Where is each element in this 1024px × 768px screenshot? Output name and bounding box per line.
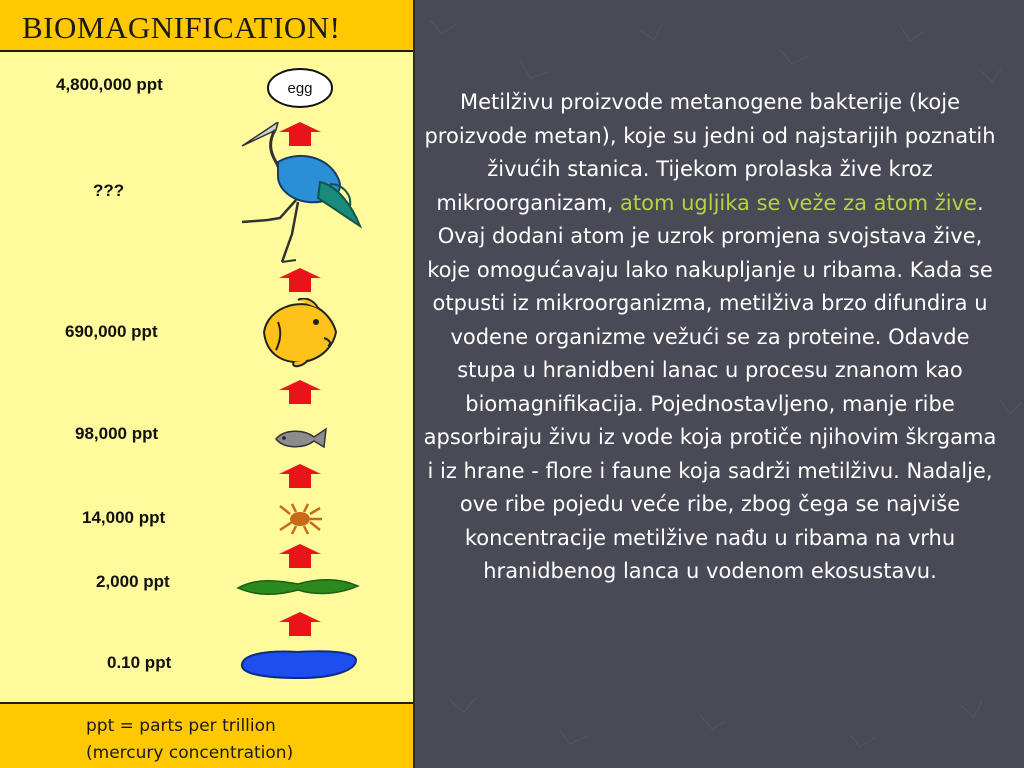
- body-text-rest: . Ovaj dodani atom je uzrok promjena svojstava žive, koje omogućavaju lako nakupljanje u ribama. Kada se otpusti iz mikroorganizma, metilživa brzo difundira u vodene organizme vežući se za proteine. Odavde stupa u hranidbeni lanac u procesu znanom kao biomagnifikacija. Pojednostavljeno, manje ribe apsorbiraju živu iz vode koja protiče njihovim škrgama i iz hrane - flore i faune koja sadrži metilživu. Nadalje, ove ribe pojedu veće ribe, zbog čega se najviše koncentracije metilžive nađu u ribama na vrhu hranidbenog lanca u vodenom ekosustavu.: [423, 190, 997, 583]
- body-paragraph: [418, 86, 1002, 589]
- body-text-intro: Metilživu proizvode metanogene bakterije (koje proizvode metan), koje su jedni od najstarijih poznatih živućih stanica. Tijekom prolaska žive kroz mikroorganizam,: [424, 90, 996, 215]
- small-fish-icon: [270, 427, 328, 451]
- arrow-up-icon: [277, 544, 323, 570]
- arrow-up-icon: [277, 380, 323, 406]
- biomagnification-figure: [0, 0, 415, 768]
- level-label-water: 0.10 ppt: [107, 653, 172, 672]
- figure-footer: [0, 702, 413, 768]
- heron-icon: [238, 122, 368, 264]
- level-label-large-fish: 690,000 ppt: [65, 322, 158, 341]
- water-icon: [238, 648, 360, 680]
- arrow-up-icon: [277, 612, 323, 638]
- footer-note: (mercury concentration): [86, 743, 294, 763]
- egg-label: egg: [287, 80, 313, 97]
- level-label-zooplankton: 14,000 ppt: [82, 508, 166, 527]
- footer-definition: ppt = parts per trillion: [86, 716, 276, 736]
- egg-icon: [265, 66, 335, 110]
- body-highlight: atom ugljika se veže za atom žive: [620, 190, 977, 215]
- large-fish-icon: [258, 298, 342, 368]
- zooplankton-icon: [276, 502, 324, 536]
- level-label-small-fish: 98,000 ppt: [75, 424, 159, 443]
- arrow-up-icon: [277, 268, 323, 294]
- arrow-up-icon: [277, 464, 323, 490]
- level-label-algae: 2,000 ppt: [96, 572, 170, 591]
- figure-title: BIOMAGNIFICATION!: [0, 0, 413, 52]
- level-label-egg: 4,800,000 ppt: [56, 75, 163, 94]
- level-label-bird: ???: [93, 181, 125, 200]
- algae-icon: [236, 574, 360, 600]
